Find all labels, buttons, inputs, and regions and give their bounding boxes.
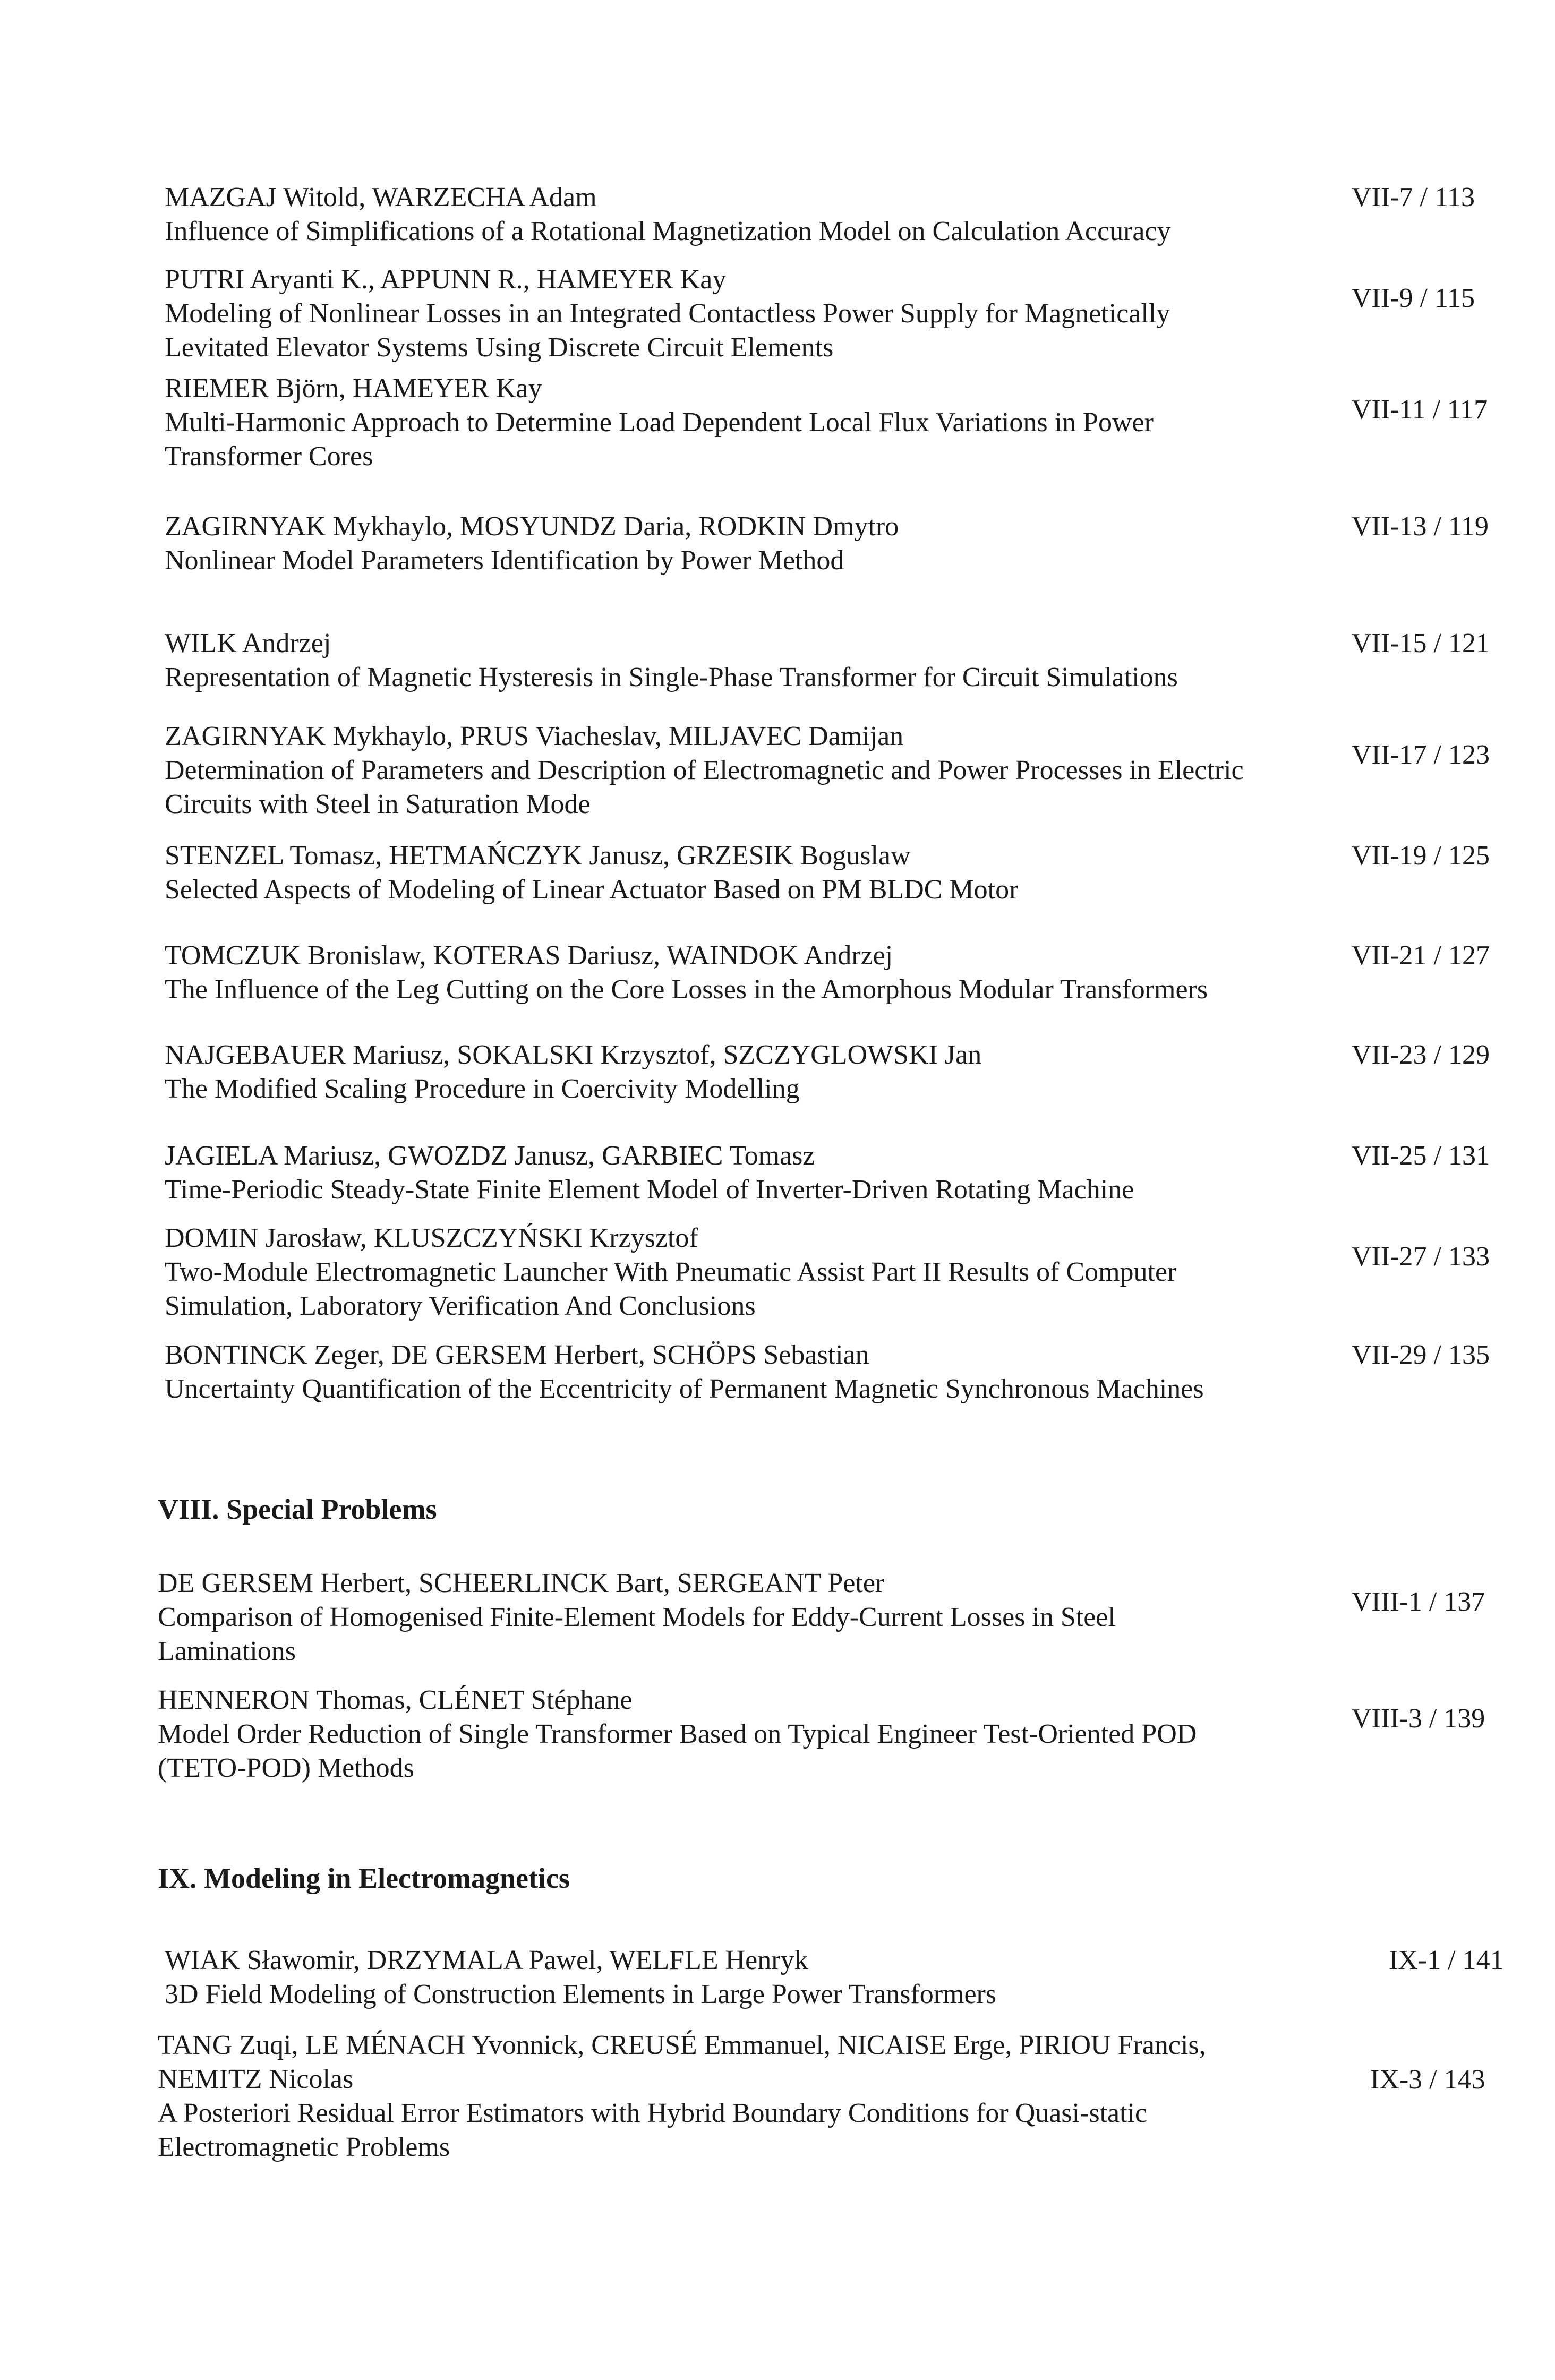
page-reference: VII-29 / 135 [1352, 1340, 1490, 1370]
section-heading: IX. Modeling in Electromagnetics [158, 1862, 570, 1894]
entry-title: Time-Periodic Steady-State Finite Element Model of Inverter-Driven Rotating Machine [165, 1175, 1134, 1205]
page-reference: VII-7 / 113 [1352, 182, 1475, 212]
entry-title: (TETO-POD) Methods [158, 1753, 414, 1783]
page-reference: VII-25 / 131 [1352, 1141, 1490, 1171]
entry-title: The Influence of the Leg Cutting on the Core Losses in the Amorphous Modular Transformers [165, 974, 1208, 1005]
entry-authors: PUTRI Aryanti K., APPUNN R., HAMEYER Kay [165, 264, 727, 295]
page-reference: VII-21 / 127 [1352, 940, 1490, 971]
page-reference: VII-17 / 123 [1352, 740, 1490, 770]
page-reference: VII-15 / 121 [1352, 628, 1490, 658]
entry-title: A Posteriori Residual Error Estimators with Hybrid Boundary Conditions for Quasi-static [158, 2098, 1148, 2128]
entry-title: Uncertainty Quantification of the Eccentricity of Permanent Magnetic Synchronous Machines [165, 1374, 1204, 1404]
page-reference: VIII-3 / 139 [1352, 1703, 1485, 1734]
entry-authors: TANG Zuqi, LE MÉNACH Yvonnick, CREUSÉ Emmanuel, NICAISE Erge, PIRIOU Francis, [158, 2030, 1206, 2060]
entry-authors: WIAK Sławomir, DRZYMALA Pawel, WELFLE Henryk [165, 1945, 808, 1975]
entry-title: Influence of Simplifications of a Rotational Magnetization Model on Calculation Accuracy [165, 216, 1171, 246]
page-reference: VII-23 / 129 [1352, 1040, 1490, 1070]
entry-authors: STENZEL Tomasz, HETMAŃCZYK Janusz, GRZESIK Boguslaw [165, 841, 911, 871]
entry-title: Multi-Harmonic Approach to Determine Load Dependent Local Flux Variations in Power [165, 407, 1154, 438]
entry-authors: DOMIN Jarosław, KLUSZCZYŃSKI Krzysztof [165, 1223, 698, 1253]
entry-authors: BONTINCK Zeger, DE GERSEM Herbert, SCHÖPS Sebastian [165, 1340, 869, 1370]
entry-authors: WILK Andrzej [165, 628, 331, 658]
page-reference: IX-1 / 141 [1389, 1945, 1504, 1975]
entry-title: 3D Field Modeling of Construction Elements in Large Power Transformers [165, 1979, 997, 2009]
entry-title: Comparison of Homogenised Finite-Element Models for Eddy-Current Losses in Steel [158, 1602, 1116, 1632]
page-reference: IX-3 / 143 [1370, 2065, 1485, 2095]
entry-title: Transformer Cores [165, 441, 373, 472]
entry-title: Laminations [158, 1636, 296, 1666]
entry-title: Simulation, Laboratory Verification And Conclusions [165, 1291, 756, 1321]
page-reference: VII-13 / 119 [1352, 511, 1489, 542]
entry-title: Selected Aspects of Modeling of Linear Actuator Based on PM BLDC Motor [165, 875, 1019, 905]
entry-title: Model Order Reduction of Single Transformer Based on Typical Engineer Test-Oriented POD [158, 1719, 1197, 1749]
entry-authors: JAGIELA Mariusz, GWOZDZ Janusz, GARBIEC Tomasz [165, 1141, 815, 1171]
page-reference: VII-11 / 117 [1352, 395, 1488, 425]
entry-title: Two-Module Electromagnetic Launcher With Pneumatic Assist Part II Results of Computer [165, 1257, 1177, 1287]
section-heading: VIII. Special Problems [158, 1493, 437, 1525]
page-reference: VIII-1 / 137 [1352, 1587, 1485, 1617]
entry-authors: NEMITZ Nicolas [158, 2064, 354, 2094]
entry-title: Determination of Parameters and Description of Electromagnetic and Power Processes in Electric [165, 755, 1244, 785]
entry-authors: ZAGIRNYAK Mykhaylo, MOSYUNDZ Daria, RODKIN Dmytro [165, 511, 899, 542]
entry-authors: ZAGIRNYAK Mykhaylo, PRUS Viacheslav, MILJAVEC Damijan [165, 721, 904, 751]
page-reference: VII-27 / 133 [1352, 1242, 1490, 1272]
entry-title: Modeling of Nonlinear Losses in an Integrated Contactless Power Supply for Magnetically [165, 298, 1170, 329]
entry-authors: RIEMER Björn, HAMEYER Kay [165, 373, 542, 404]
entry-title: Nonlinear Model Parameters Identification by Power Method [165, 545, 844, 576]
entry-title: Representation of Magnetic Hysteresis in Single-Phase Transformer for Circuit Simulations [165, 662, 1178, 692]
entry-title: The Modified Scaling Procedure in Coercivity Modelling [165, 1074, 800, 1104]
page-reference: VII-9 / 115 [1352, 283, 1475, 313]
page-reference: VII-19 / 125 [1352, 841, 1490, 871]
entry-title: Circuits with Steel in Saturation Mode [165, 789, 591, 819]
entry-title: Levitated Elevator Systems Using Discrete Circuit Elements [165, 332, 834, 363]
entry-authors: DE GERSEM Herbert, SCHEERLINCK Bart, SERGEANT Peter [158, 1568, 885, 1598]
entry-authors: HENNERON Thomas, CLÉNET Stéphane [158, 1685, 633, 1715]
entry-authors: MAZGAJ Witold, WARZECHA Adam [165, 182, 597, 212]
entry-title: Electromagnetic Problems [158, 2132, 450, 2162]
entry-authors: TOMCZUK Bronislaw, KOTERAS Dariusz, WAINDOK Andrzej [165, 940, 893, 971]
entry-authors: NAJGEBAUER Mariusz, SOKALSKI Krzysztof, SZCZYGLOWSKI Jan [165, 1040, 982, 1070]
